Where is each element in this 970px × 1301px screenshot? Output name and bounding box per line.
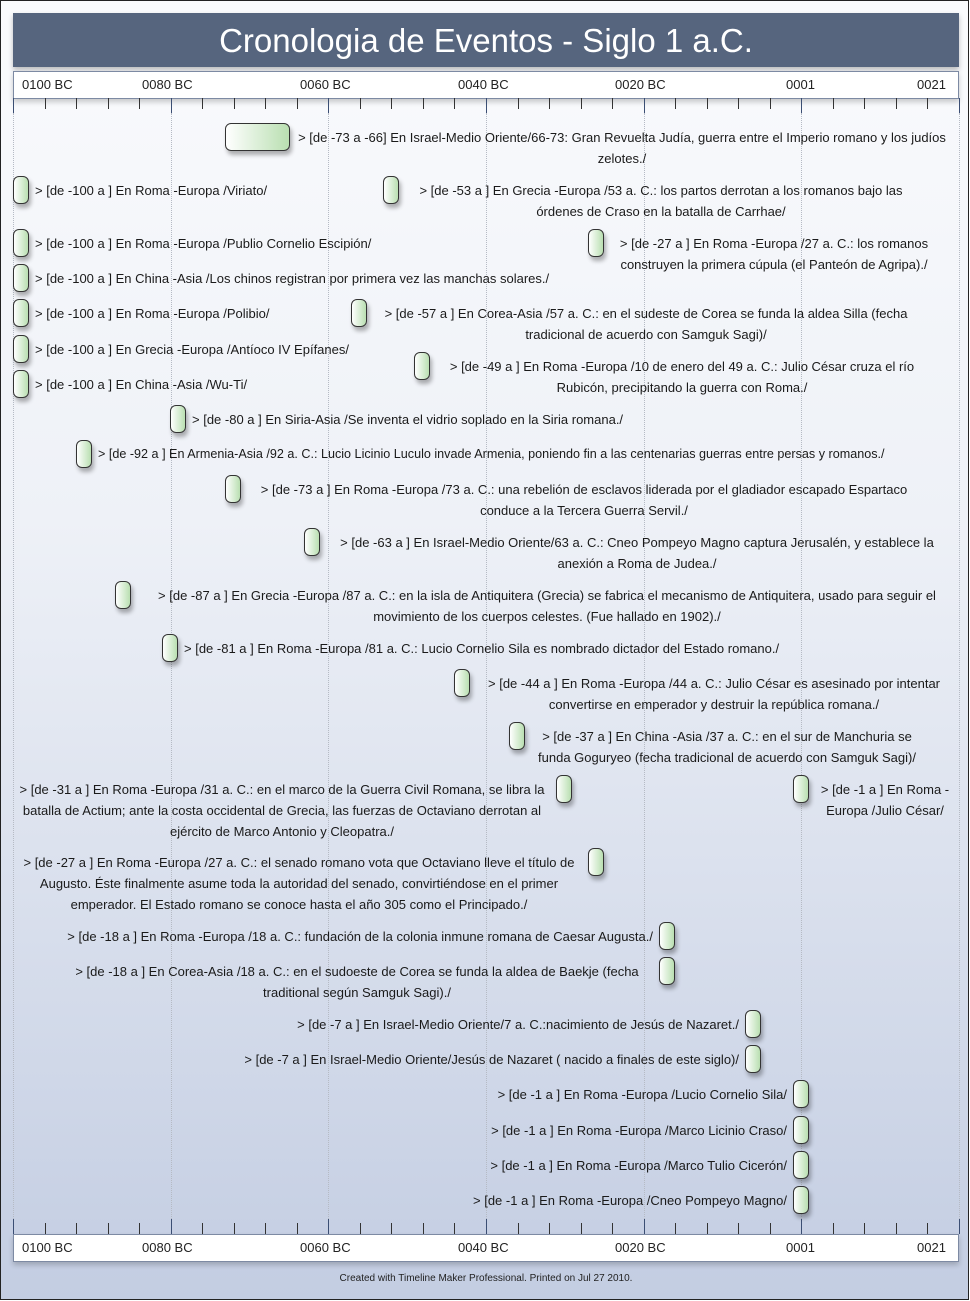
event-label: > [de -100 a ] En Roma -Europa /Polibio/ xyxy=(35,306,270,321)
minor-tick xyxy=(423,1223,424,1234)
axis-label: 0040 BC xyxy=(458,1240,509,1255)
event-marker[interactable] xyxy=(13,176,29,204)
event-marker[interactable] xyxy=(588,229,604,257)
event-marker[interactable] xyxy=(793,1116,809,1144)
event-marker[interactable] xyxy=(304,528,320,556)
minor-tick xyxy=(76,1223,77,1234)
event-label: > [de -7 a ] En Israel-Medio Oriente/Jesús de Nazaret ( nacido a finales de este siglo)/ xyxy=(244,1052,739,1067)
minor-tick xyxy=(833,1223,834,1234)
footer-credit: Created with Timeline Maker Professional. Printed on Jul 27 2010. xyxy=(339,1273,633,1284)
minor-tick xyxy=(360,98,361,109)
minor-tick xyxy=(45,98,46,109)
minor-tick xyxy=(896,1223,897,1234)
minor-tick xyxy=(833,98,834,109)
minor-tick xyxy=(391,98,392,109)
event-marker[interactable] xyxy=(351,299,367,327)
minor-tick xyxy=(738,98,739,109)
minor-tick xyxy=(770,98,771,109)
axis-label: 0080 BC xyxy=(142,1240,193,1255)
event-label: > [de -1 a ] En Roma -Europa /Cneo Pompeyo Magno/ xyxy=(473,1193,787,1208)
major-tick xyxy=(801,1219,802,1234)
event-marker[interactable] xyxy=(414,352,430,380)
minor-tick xyxy=(297,1223,298,1234)
major-tick xyxy=(13,98,14,114)
gridline xyxy=(959,113,960,1219)
event-label: > [de -63 a ] En Israel-Medio Oriente/63 a. C.: Cneo Pompeyo Magno captura Jerusalén, y establece la anexión a Roma de Judea./ xyxy=(340,535,934,571)
minor-tick xyxy=(518,1223,519,1234)
axis-label: 0060 BC xyxy=(300,77,351,92)
event-marker[interactable] xyxy=(793,1080,809,1108)
minor-tick xyxy=(108,98,109,109)
minor-tick xyxy=(707,98,708,109)
event-label: > [de -100 a ] En China -Asia /Wu-Ti/ xyxy=(35,377,248,392)
major-tick xyxy=(644,98,645,114)
minor-tick xyxy=(108,1223,109,1234)
event-label: > [de -100 a ] En China -Asia /Los chinos registran por primera vez las manchas solares./ xyxy=(35,271,550,286)
major-tick xyxy=(644,1219,645,1234)
axis-label: 0001 xyxy=(786,1240,815,1255)
minor-tick xyxy=(927,98,928,109)
event-marker[interactable] xyxy=(659,922,675,950)
axis-label: 0021 xyxy=(917,1240,946,1255)
event-marker[interactable] xyxy=(509,722,525,750)
major-tick xyxy=(801,98,802,114)
minor-tick xyxy=(738,1223,739,1234)
minor-tick xyxy=(864,1223,865,1234)
bottom-time-axis xyxy=(13,1234,959,1262)
minor-tick xyxy=(139,98,140,109)
minor-tick xyxy=(896,98,897,109)
event-label: > [de -73 a ] En Roma -Europa /73 a. C.: una rebelión de esclavos liderada por el gladiador escapado Espartaco conduce a la Tercera Guerra Servil./ xyxy=(260,482,908,518)
major-tick xyxy=(486,98,487,114)
event-label: > [de -80 a ] En Siria-Asia /Se inventa el vidrio soplado en la Siria romana./ xyxy=(192,412,624,427)
minor-tick xyxy=(675,1223,676,1234)
event-label: > [de -100 a ] En Grecia -Europa /Antíoco IV Epífanes/ xyxy=(35,342,349,357)
minor-tick xyxy=(549,98,550,109)
event-label: > [de -1 a ] En Roma -Europa /Lucio Cornelio Sila/ xyxy=(497,1087,787,1102)
event-marker[interactable] xyxy=(793,775,809,803)
event-marker[interactable] xyxy=(588,848,604,876)
event-label: > [de -37 a ] En China -Asia /37 a. C.: en el sur de Manchuria se funda Goguryeo (fecha tradicional de acuerdo con Samguk Sagi)/ xyxy=(538,729,916,765)
event-label: > [de -81 a ] En Roma -Europa /81 a. C.: Lucio Cornelio Sila es nombrado dictador del Estado romano./ xyxy=(184,641,780,656)
axis-label: 0021 xyxy=(917,77,946,92)
event-label: > [de -27 a ] En Roma -Europa /27 a. C.: los romanos construyen la primera cúpula (el Panteón de Agripa)./ xyxy=(619,236,929,272)
minor-tick xyxy=(454,1223,455,1234)
axis-label: 0060 BC xyxy=(300,1240,351,1255)
major-tick xyxy=(328,1219,329,1234)
event-marker[interactable] xyxy=(13,264,29,292)
minor-tick xyxy=(297,98,298,109)
event-marker[interactable] xyxy=(13,335,29,363)
minor-tick xyxy=(581,1223,582,1234)
minor-tick xyxy=(927,1223,928,1234)
minor-tick xyxy=(265,98,266,109)
event-marker[interactable] xyxy=(170,405,186,433)
event-label: > [de -1 a ] En Roma -Europa /Marco Tulio Cicerón/ xyxy=(490,1158,787,1173)
event-marker[interactable] xyxy=(556,775,572,803)
major-tick xyxy=(959,1219,960,1234)
event-label: > [de -92 a ] En Armenia-Asia /92 a. C.: Lucio Licinio Luculo invade Armenia, poniendo fin a las centenarias guerras entre persas y romanos./ xyxy=(98,447,885,461)
minor-tick xyxy=(202,1223,203,1234)
event-label: > [de -44 a ] En Roma -Europa /44 a. C.: Julio César es asesinado por intentar convertirse en emperador y destruir la república romana./ xyxy=(488,676,940,712)
event-marker[interactable] xyxy=(13,229,29,257)
major-tick xyxy=(959,98,960,114)
minor-tick xyxy=(707,1223,708,1234)
major-tick xyxy=(486,1219,487,1234)
event-label: > [de -27 a ] En Roma -Europa /27 a. C.: el senado romano vota que Octaviano lleve el título de Augusto. Éste finalmente asume toda la autoridad del senado, convirtiéndose en el primer emperador. El Estado romano se conoce hasta el año 305 como el Principado./ xyxy=(23,855,575,912)
major-tick xyxy=(171,98,172,114)
gridline xyxy=(801,113,802,1219)
axis-label: 0020 BC xyxy=(615,1240,666,1255)
minor-tick xyxy=(76,98,77,109)
axis-label: 0001 xyxy=(786,77,815,92)
minor-tick xyxy=(202,98,203,109)
event-label: > [de -57 a ] En Corea-Asia /57 a. C.: en el sudeste de Corea se funda la aldea Silla (fecha tradicional de acuerdo con Samguk Sagi)/ xyxy=(384,306,908,342)
minor-tick xyxy=(612,1223,613,1234)
event-marker[interactable] xyxy=(793,1151,809,1179)
major-tick xyxy=(328,98,329,114)
event-label: > [de -87 a ] En Grecia -Europa /87 a. C.: en la isla de Antiquitera (Grecia) se fabrica el mecanismo de Antiquitera, usado para seguir el movimiento de los cuerpos celestes. (Fue hallado en 1902)./ xyxy=(158,588,936,624)
top-time-axis xyxy=(13,71,959,99)
event-marker[interactable] xyxy=(225,475,241,503)
minor-tick xyxy=(45,1223,46,1234)
event-label: > [de -1 a ] En Roma - Europa /Julio César/ xyxy=(820,782,950,818)
axis-label: 0100 BC xyxy=(22,1240,73,1255)
page-title: Cronologia de Eventos - Siglo 1 a.C. xyxy=(13,13,959,67)
minor-tick xyxy=(234,1223,235,1234)
event-label: > [de -31 a ] En Roma -Europa /31 a. C.: en el marco de la Guerra Civil Romana, se libra la batalla de Actium; ante la costa occidental de Grecia, las fuerzas de Octaviano derrotan al ejército de Marco Antonio y Cleopatra./ xyxy=(19,782,545,839)
minor-tick xyxy=(518,98,519,109)
minor-tick xyxy=(454,98,455,109)
event-label: > [de -18 a ] En Corea-Asia /18 a. C.: en el sudoeste de Corea se funda la aldea de Baekje (fecha traditional según Samguk Sagi)./ xyxy=(75,964,639,1000)
axis-label: 0020 BC xyxy=(615,77,666,92)
axis-label: 0080 BC xyxy=(142,77,193,92)
event-marker[interactable] xyxy=(383,176,399,204)
minor-tick xyxy=(391,1223,392,1234)
minor-tick xyxy=(612,98,613,109)
event-label: > [de -7 a ] En Israel-Medio Oriente/7 a. C.:nacimiento de Jesús de Nazaret./ xyxy=(297,1017,739,1032)
event-marker[interactable] xyxy=(162,634,178,662)
event-label: > [de -100 a ] En Roma -Europa /Viriato/ xyxy=(35,183,268,198)
event-marker[interactable] xyxy=(115,581,131,609)
event-marker[interactable] xyxy=(454,669,470,697)
axis-label: 0040 BC xyxy=(458,77,509,92)
event-label: > [de -53 a ] En Grecia -Europa /53 a. C.: los partos derrotan a los romanos bajo las órdenes de Craso en la batalla de Carrhae/ xyxy=(419,183,903,219)
major-tick xyxy=(13,1219,14,1234)
event-label: > [de -18 a ] En Roma -Europa /18 a. C.: fundación de la colonia inmune romana de Caesar Augusta./ xyxy=(67,929,653,944)
event-marker[interactable] xyxy=(745,1010,761,1038)
event-marker[interactable] xyxy=(793,1186,809,1214)
axis-label: 0100 BC xyxy=(22,77,73,92)
major-tick xyxy=(171,1219,172,1234)
event-label: > [de -49 a ] En Roma -Europa /10 de enero del 49 a. C.: Julio César cruza el río Rubicón, precipitando la guerra con Roma./ xyxy=(449,359,915,395)
event-marker[interactable] xyxy=(76,440,92,468)
event-label: > [de -1 a ] En Roma -Europa /Marco Licinio Craso/ xyxy=(491,1123,787,1138)
event-range-bar[interactable] xyxy=(225,123,290,151)
event-marker[interactable] xyxy=(13,370,29,398)
minor-tick xyxy=(423,98,424,109)
minor-tick xyxy=(265,1223,266,1234)
event-label: > [de -100 a ] En Roma -Europa /Publio Cornelio Escipión/ xyxy=(35,236,372,251)
minor-tick xyxy=(581,98,582,109)
event-marker[interactable] xyxy=(13,299,29,327)
minor-tick xyxy=(360,1223,361,1234)
minor-tick xyxy=(864,98,865,109)
minor-tick xyxy=(770,1223,771,1234)
minor-tick xyxy=(675,98,676,109)
minor-tick xyxy=(139,1223,140,1234)
event-label: > [de -73 a -66] En Israel-Medio Oriente/66-73: Gran Revuelta Judía, guerra entre el Imperio romano y los judíos zelotes./ xyxy=(298,130,946,166)
event-marker[interactable] xyxy=(659,957,675,985)
event-marker[interactable] xyxy=(745,1045,761,1073)
minor-tick xyxy=(234,98,235,109)
minor-tick xyxy=(549,1223,550,1234)
